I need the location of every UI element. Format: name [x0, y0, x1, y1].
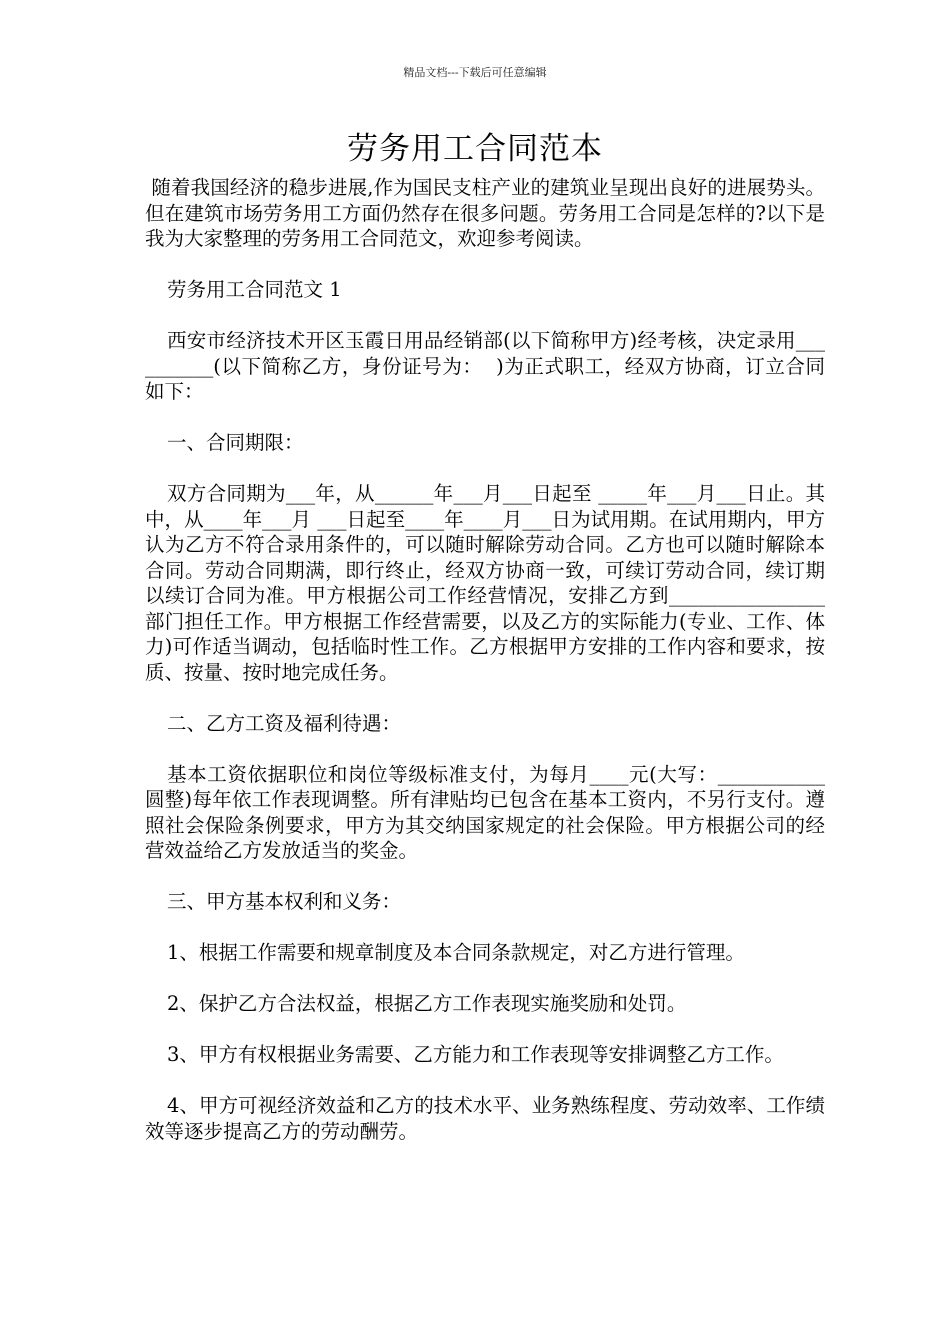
document-title: 劳务用工合同范本: [347, 131, 603, 167]
parties-paragraph: 西安市经济技术开区玉霞日用品经销部(以下简称甲方)经考核，决定录用__________(以下简称乙方，身份证号为： )为正式职工，经双方协商，订立合同如下：: [145, 329, 825, 403]
employer-right-item-1: 1、根据工作需要和规章制度及本合同条款规定，对乙方进行管理。: [167, 941, 745, 964]
document-body: [145, 175, 825, 1170]
employer-right-item-3: 3、甲方有权根据业务需要、乙方能力和工作表现等安排调整乙方工作。: [167, 1043, 784, 1066]
term-paragraph: 双方合同期为___年，从______年___月___日起至 _____年___月___日止。其中，从____年___月 ___日起至____年____月___日为试用期。在试用期内，甲方认为乙方不符合录用条件的，可以随时解除劳动合同。乙方也可以随时解除本合同。劳动合同期满，即行终止，经双方协商一致，可续订劳动合同，续订期以续订合同为准。甲方根据公司工作经营情况，安排乙方到________________部门担任工作。甲方根据工作经营需要，以及乙方的实际能力(专业、工作、体力)可作适当调动，包括临时性工作。乙方根据甲方安排的工作内容和要求，按质、按量、按时地完成任务。: [145, 482, 825, 684]
intro-paragraph: 随着我国经济的稳步进展,作为国民支柱产业的建筑业呈现出良好的进展势头。但在建筑市场劳务用工方面仍然存在很多问题。劳务用工合同是怎样的?以下是我为大家整理的劳务用工合同范文，欢迎参考阅读。: [145, 176, 826, 250]
clause-heading-term: 一、合同期限：: [167, 431, 304, 454]
clause-heading-employer-rights: 三、甲方基本权利和义务：: [167, 890, 402, 913]
employer-right-item-2: 2、保护乙方合法权益，根据乙方工作表现实施奖励和处罚。: [167, 992, 687, 1015]
employer-right-item-4: 4、甲方可视经济效益和乙方的技术水平、业务熟练程度、劳动效率、工作绩效等逐步提高乙方的劳动酬劳。: [145, 1094, 825, 1143]
clause-heading-wages: 二、乙方工资及福利待遇：: [167, 711, 402, 735]
section-heading-sample-1: 劳务用工合同范文 1: [167, 278, 342, 301]
wages-paragraph: 基本工资依据职位和岗位等级标准支付，为每月____元(大写：___________圆整)每年依工作表现调整。所有津贴均已包含在基本工资内，不另行支付。遵照社会保险条例要求，甲方为其交纳国家规定的社会保险。甲方根据公司的经营效益给乙方发放适当的奖金。: [145, 762, 825, 862]
page-header: 精品文档---下载后可任意编辑: [403, 66, 547, 79]
